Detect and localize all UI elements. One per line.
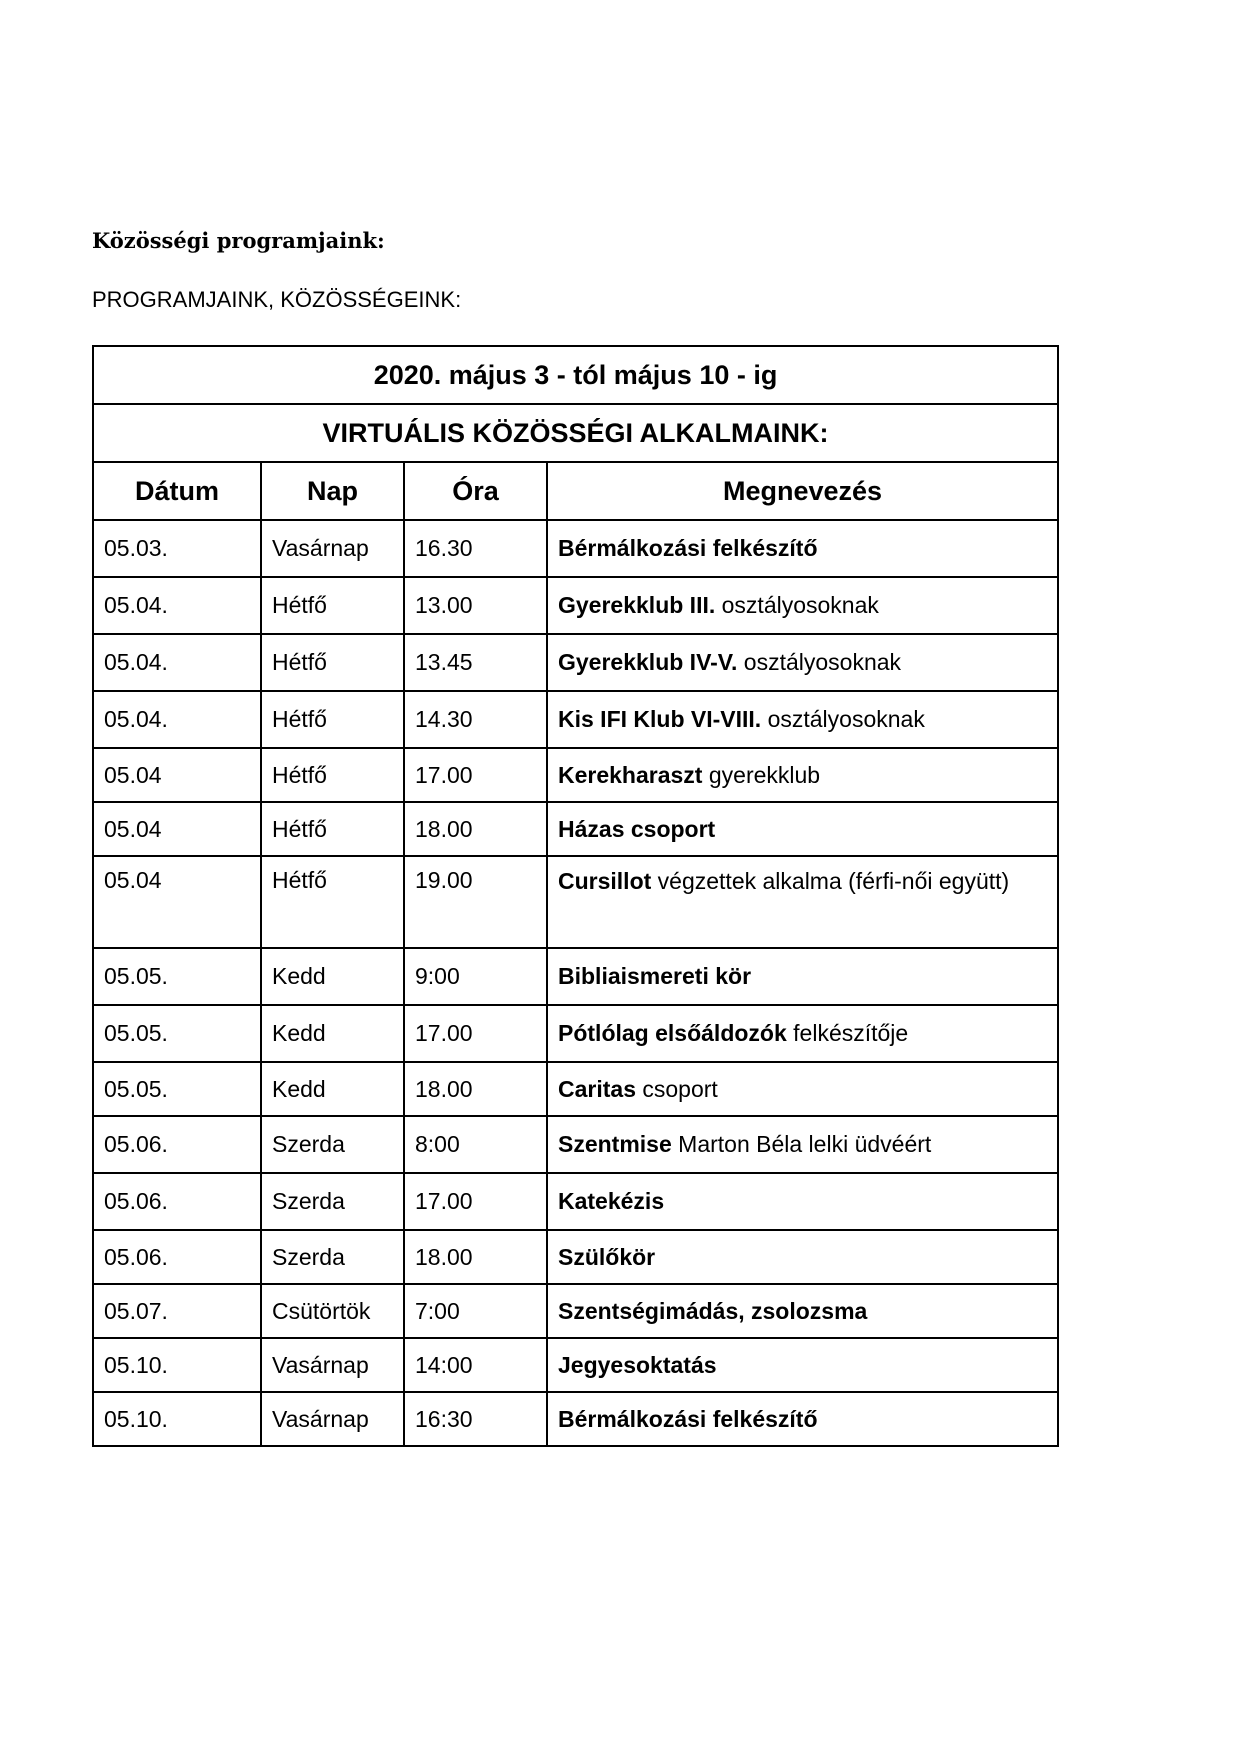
- cell-date: 05.10.: [93, 1338, 261, 1392]
- table-row: [93, 1284, 1058, 1338]
- program-name-bold: Cursillot: [558, 868, 652, 894]
- table-header-row: [93, 462, 1058, 520]
- cell-name: [547, 856, 1058, 948]
- cell-day: Szerda: [261, 1116, 404, 1173]
- table-row: [93, 1062, 1058, 1116]
- cell-time: 16:30: [404, 1392, 547, 1446]
- program-name-bold: Szentmise: [558, 1131, 672, 1157]
- program-name-rest: csoport: [635, 1075, 718, 1102]
- cell-date: 05.07.: [93, 1284, 261, 1338]
- cell-time: 18.00: [404, 1062, 547, 1116]
- cell-date: 05.03.: [93, 520, 261, 577]
- cell-day: Hétfő: [261, 634, 404, 691]
- cell-time: 14:00: [404, 1338, 547, 1392]
- table-title: 2020. május 3 - tól május 10 - ig: [93, 346, 1058, 404]
- program-name-rest: osztályosoknak: [761, 706, 925, 732]
- schedule-table: [92, 345, 1059, 1447]
- column-header-name: Megnevezés: [547, 462, 1058, 520]
- program-name-bold: Kis IFI Klub VI-VIII.: [558, 706, 762, 732]
- cell-date: 05.04: [93, 748, 261, 802]
- cell-day: Hétfő: [261, 748, 404, 802]
- cell-date: 05.06.: [93, 1230, 261, 1284]
- cell-time: 13.00: [404, 577, 547, 634]
- program-name-bold: Gyerekklub III.: [558, 592, 716, 618]
- table-row: [93, 1005, 1058, 1062]
- program-name-rest: végzettek alkalma (férfi-női együtt): [651, 868, 1010, 894]
- cell-day: Vasárnap: [261, 520, 404, 577]
- program-name-bold: Szülőkör: [558, 1243, 656, 1270]
- cell-time: 19.00: [404, 856, 547, 948]
- cell-day: Kedd: [261, 1005, 404, 1062]
- cell-day: Kedd: [261, 948, 404, 1005]
- page-subheading: PROGRAMJAINK, KÖZÖSSÉGEINK:: [92, 287, 462, 312]
- program-name-rest: osztályosoknak: [715, 592, 879, 618]
- cell-name: [547, 948, 1058, 1005]
- cell-time: 14.30: [404, 691, 547, 748]
- table-row: [93, 520, 1058, 577]
- program-name-bold: Gyerekklub IV-V.: [558, 649, 738, 675]
- cell-date: 05.04.: [93, 691, 261, 748]
- cell-day: Hétfő: [261, 577, 404, 634]
- program-name-bold: Házas csoport: [558, 815, 716, 842]
- cell-day: Vasárnap: [261, 1338, 404, 1392]
- cell-date: 05.04: [93, 802, 261, 856]
- cell-time: 18.00: [404, 802, 547, 856]
- cell-date: 05.05.: [93, 948, 261, 1005]
- cell-name: [547, 1062, 1058, 1116]
- program-name-rest: osztályosoknak: [737, 649, 902, 675]
- table-row: [93, 1173, 1058, 1230]
- program-name-bold: Bérmálkozási felkészítő: [558, 535, 818, 561]
- cell-time: 13.45: [404, 634, 547, 691]
- cell-day: Hétfő: [261, 691, 404, 748]
- cell-date: 05.10.: [93, 1392, 261, 1446]
- cell-name: [547, 748, 1058, 802]
- table-subtitle-row: [93, 404, 1058, 462]
- program-name-rest: felkészítője: [786, 1020, 909, 1046]
- table-row: [93, 691, 1058, 748]
- table-row: [93, 1338, 1058, 1392]
- program-name-bold: Jegyesoktatás: [558, 1351, 717, 1378]
- program-name-rest: Marton Béla lelki üdvéért: [671, 1131, 932, 1157]
- cell-day: Hétfő: [261, 802, 404, 856]
- cell-day: Szerda: [261, 1230, 404, 1284]
- cell-time: 9:00: [404, 948, 547, 1005]
- cell-name: [547, 634, 1058, 691]
- cell-name: [547, 1230, 1058, 1284]
- table-row: [93, 748, 1058, 802]
- cell-day: Hétfő: [261, 856, 404, 948]
- cell-time: 16.30: [404, 520, 547, 577]
- cell-name: [547, 1338, 1058, 1392]
- cell-date: 05.04.: [93, 577, 261, 634]
- cell-day: Kedd: [261, 1062, 404, 1116]
- cell-time: 18.00: [404, 1230, 547, 1284]
- column-header-time: Óra: [404, 462, 547, 520]
- table-row: [93, 802, 1058, 856]
- column-header-date: Dátum: [93, 462, 261, 520]
- cell-name: [547, 802, 1058, 856]
- table-title-row: [93, 346, 1058, 404]
- cell-name: [547, 1392, 1058, 1446]
- table-body: [93, 520, 1058, 1446]
- cell-day: Vasárnap: [261, 1392, 404, 1446]
- cell-day: Szerda: [261, 1173, 404, 1230]
- cell-name: [547, 1116, 1058, 1173]
- program-name-rest: gyerekklub: [702, 761, 821, 788]
- cell-day: Csütörtök: [261, 1284, 404, 1338]
- cell-time: 17.00: [404, 1005, 547, 1062]
- table-row: [93, 634, 1058, 691]
- table-row: [93, 948, 1058, 1005]
- cell-date: 05.05.: [93, 1062, 261, 1116]
- cell-date: 05.06.: [93, 1116, 261, 1173]
- table-row: [93, 577, 1058, 634]
- program-name-bold: Kerekharaszt: [558, 761, 703, 788]
- table-row: [93, 1392, 1058, 1446]
- program-name-bold: Pótlólag elsőáldozók: [558, 1020, 787, 1046]
- column-header-day: Nap: [261, 462, 404, 520]
- cell-time: 17.00: [404, 748, 547, 802]
- program-name-bold: Bérmálkozási felkészítő: [558, 1405, 818, 1432]
- program-name-bold: Szentségimádás, zsolozsma: [558, 1297, 868, 1324]
- cell-time: 7:00: [404, 1284, 547, 1338]
- cell-date: 05.04.: [93, 634, 261, 691]
- cell-date: 05.04: [93, 856, 261, 948]
- program-name-bold: Caritas: [558, 1075, 636, 1102]
- cell-name: [547, 520, 1058, 577]
- program-name-bold: Bibliaismereti kör: [558, 963, 752, 989]
- cell-name: [547, 691, 1058, 748]
- page-heading: Közösségi programjaink:: [92, 228, 385, 253]
- table-subtitle: VIRTUÁLIS KÖZÖSSÉGI ALKALMAINK:: [93, 404, 1058, 462]
- table-row: [93, 1116, 1058, 1173]
- cell-name: [547, 1005, 1058, 1062]
- table-row: [93, 856, 1058, 948]
- cell-date: 05.06.: [93, 1173, 261, 1230]
- cell-time: 8:00: [404, 1116, 547, 1173]
- cell-date: 05.05.: [93, 1005, 261, 1062]
- cell-name: [547, 1173, 1058, 1230]
- table-row: [93, 1230, 1058, 1284]
- cell-name: [547, 1284, 1058, 1338]
- cell-time: 17.00: [404, 1173, 547, 1230]
- cell-name: [547, 577, 1058, 634]
- program-name-bold: Katekézis: [558, 1188, 665, 1214]
